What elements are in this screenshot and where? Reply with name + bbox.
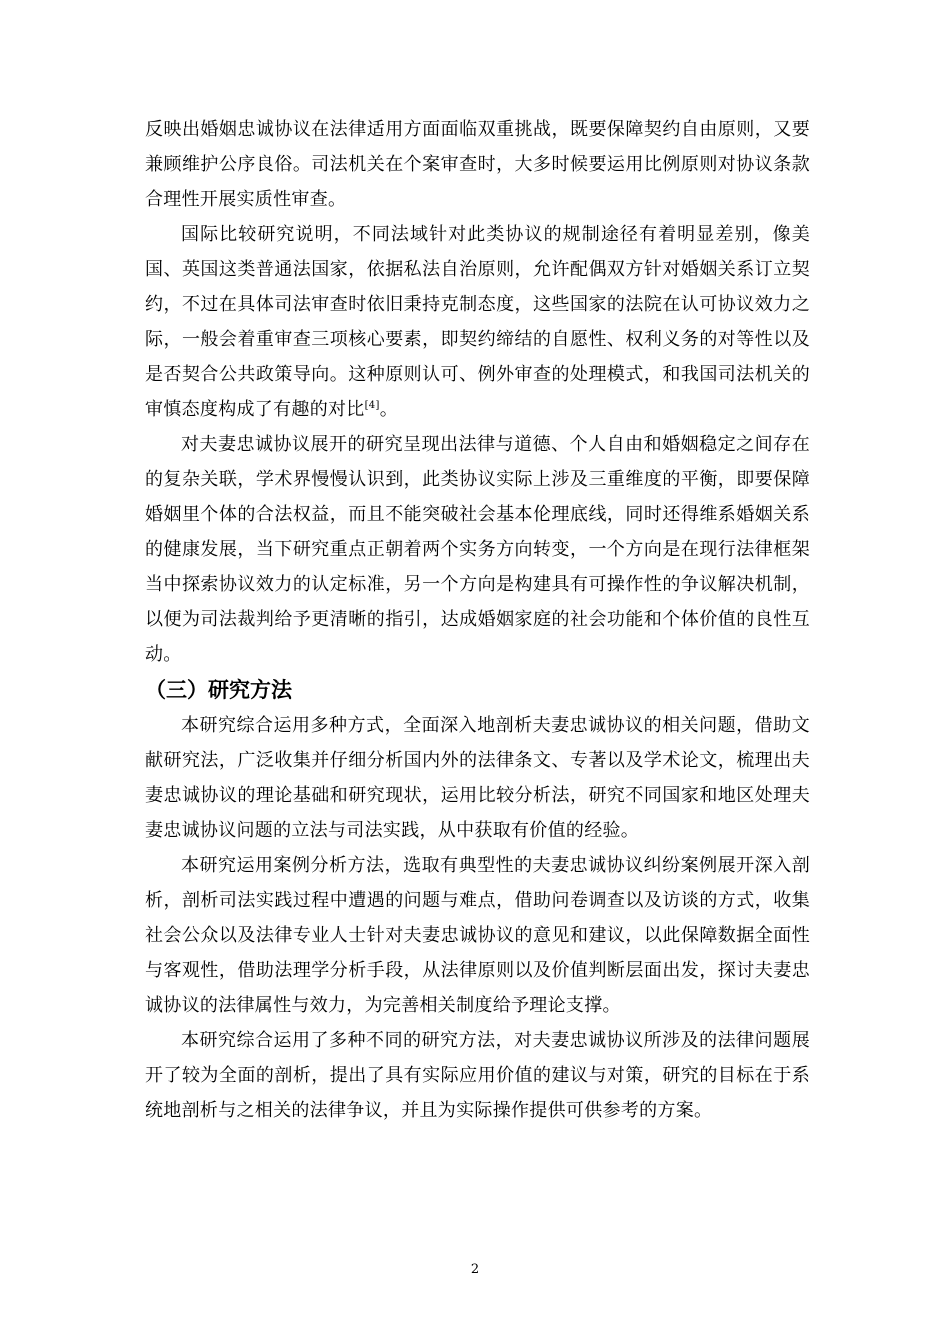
paragraph-2 [145, 217, 810, 427]
paragraph-6: 本研究综合运用了多种不同的研究方法，对夫妻忠诚协议所涉及的法律问题展开了较为全面的剖析，提出了具有实际应用价值的建议与对策，研究的目标在于系统地剖析与之相关的法律争议，并且为实际操作提供可供参考的方案。 [145, 1030, 810, 1121]
citation-4[interactable]: [4] [364, 400, 380, 411]
paragraph-2-end: 。 [379, 399, 398, 420]
paragraph-4: 本研究综合运用多种方式，全面深入地剖析夫妻忠诚协议的相关问题，借助文献研究法，广泛收集并仔细分析国内外的法律条文、专著以及学术论文，梳理出夫妻忠诚协议的理论基础和研究现状，运用比较分析法，研究不同国家和地区处理夫妻忠诚协议问题的立法与司法实践，从中获取有价值的经验。 [145, 715, 810, 841]
page-number: 2 [470, 1262, 480, 1277]
section-heading: （三）研究方法 [145, 678, 292, 702]
paragraph-5: 本研究运用案例分析方法，选取有典型性的夫妻忠诚协议纠纷案例展开深入剖析，剖析司法实践过程中遭遇的问题与难点，借助问卷调查以及访谈的方式，收集社会公众以及法律专业人士针对夫妻忠诚协议的意见和建议，以此保障数据全面性与客观性，借助法理学分析手段，从法律原则以及价值判断层面出发，探讨夫妻忠诚协议的法律属性与效力，为完善相关制度给予理论支撑。 [145, 855, 810, 1016]
body-text [145, 112, 810, 1128]
paragraph-1: 反映出婚姻忠诚协议在法律适用方面面临双重挑战，既要保障契约自由原则，又要兼顾维护公序良俗。司法机关在个案审查时，大多时候要运用比例原则对协议条款合理性开展实质性审查。 [145, 119, 810, 210]
paragraph-3: 对夫妻忠诚协议展开的研究呈现出法律与道德、个人自由和婚姻稳定之间存在的复杂关联，学术界慢慢认识到，此类协议实际上涉及三重维度的平衡，即要保障婚姻里个体的合法权益，而且不能突破社会基本伦理底线，同时还得维系婚姻关系的健康发展，当下研究重点正朝着两个实务方向转变，一个方向是在现行法律框架当中探索协议效力的认定标准，另一个方向是构建具有可操作性的争议解决机制，以便为司法裁判给予更清晰的指引，达成婚姻家庭的社会功能和个体价值的良性互动。 [145, 434, 810, 665]
paragraph-2-text: 国际比较研究说明，不同法域针对此类协议的规制途径有着明显差别，像美国、英国这类普通法国家，依据私法自治原则，允许配偶双方针对婚姻关系订立契约，不过在具体司法审查时依旧秉持克制态度，这些国家的法院在认可协议效力之际，一般会着重审查三项核心要素，即契约缔结的自愿性、权利义务的对等性以及是否契合公共政策导向。这种原则认可、例外审查的处理模式，和我国司法机关的审慎态度构成了有趣的对比 [145, 224, 810, 420]
